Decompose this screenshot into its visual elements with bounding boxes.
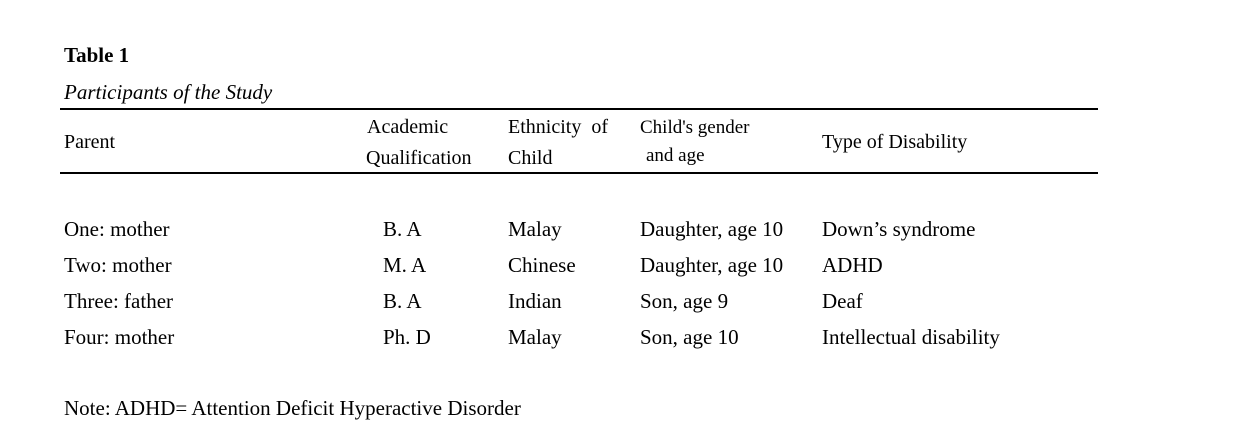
row-1-child: Daughter, age 10 (640, 217, 784, 241)
table-top-rule (60, 108, 1098, 110)
row-2-child: Daughter, age 10 (640, 253, 784, 277)
table-caption: Participants of the Study (64, 80, 273, 104)
table-header-rule (60, 172, 1098, 174)
row-4-ethnicity: Malay (508, 325, 562, 349)
row-1-parent: One: mother (64, 217, 170, 241)
row-4-parent: Four: mother (64, 325, 175, 349)
row-2-parent: Two: mother (64, 253, 172, 277)
header-gender-line1: Child's gender (640, 117, 750, 138)
header-qualification-line2: Qualification (366, 147, 472, 169)
row-4-disability: Intellectual disability (822, 325, 1000, 349)
row-4-qualification: Ph. D (383, 325, 431, 349)
header-parent: Parent (64, 131, 116, 153)
row-1-ethnicity: Malay (508, 217, 562, 241)
row-3-ethnicity: Indian (508, 289, 562, 313)
row-3-child: Son, age 9 (640, 289, 729, 313)
row-3-qualification: B. A (383, 289, 422, 313)
header-ethnicity-line2: Child (508, 147, 553, 169)
header-ethnicity-line1: Ethnicity of (508, 116, 608, 138)
row-2-disability: ADHD (822, 253, 883, 277)
header-qualification-line1: Academic (367, 116, 449, 138)
row-3-disability: Deaf (822, 289, 863, 313)
row-1-disability: Down’s syndrome (822, 217, 976, 241)
row-2-qualification: M. A (383, 253, 427, 277)
header-gender-line2: and age (646, 145, 705, 166)
row-1-qualification: B. A (383, 217, 422, 241)
row-2-ethnicity: Chinese (508, 253, 576, 277)
header-disability: Type of Disability (822, 131, 968, 153)
table-note: Note: ADHD= Attention Deficit Hyperactive Disorder (64, 396, 521, 420)
table-label: Table 1 (64, 43, 130, 67)
row-4-child: Son, age 10 (640, 325, 739, 349)
row-3-parent: Three: father (64, 289, 174, 313)
